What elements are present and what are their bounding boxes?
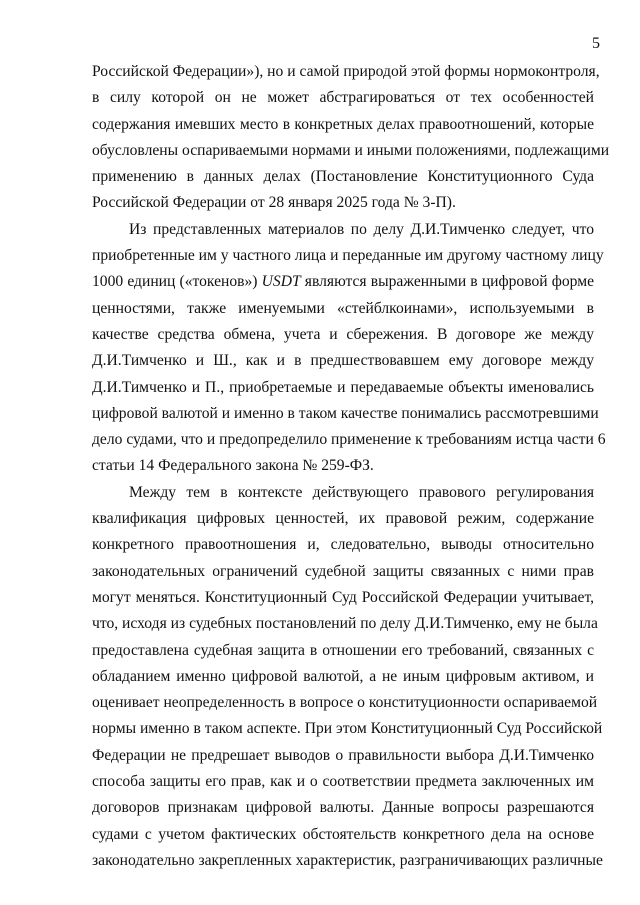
page-number: 5	[592, 35, 600, 52]
paragraph	[92, 480, 603, 874]
paragraph	[92, 217, 606, 480]
text-line: цифровой валютой и именно в таком качестве понимались рассмотревшими	[92, 404, 599, 422]
text-line: дело судами, что и предопределило применение к требованиям истца части 6	[92, 431, 606, 449]
text-line: предоставлена судебная защита в отношении его требований, связанных с	[92, 641, 594, 659]
text-line: могут меняться. Конституционный Суд Российской Федерации учитывает,	[92, 588, 594, 606]
text-line: ценностями, также именуемыми «стейблкоинами», используемыми в	[92, 299, 594, 317]
text-line: нормы именно в таком аспекте. При этом Конституционный Суд Российской	[92, 720, 603, 738]
text-line: статьи 14 Федерального закона № 259-ФЗ.	[92, 457, 374, 475]
text-line: приобретенные им у частного лица и переданные им другому частному лицу	[92, 247, 604, 265]
text-line: квалификация цифровых ценностей, их правовой режим, содержание	[92, 510, 594, 528]
text-line: законодательных ограничений судебной защиты связанных с ними прав	[92, 562, 594, 580]
paragraph	[92, 59, 610, 217]
text-segment: 1000 единиц («токенов»)	[92, 273, 262, 291]
text-line: применению в данных делах (Постановление Конституционного Суда	[92, 168, 594, 186]
text-line: Из представленных материалов по делу Д.И.Тимченко следует, что	[129, 220, 594, 238]
text-line: содержания имевших место в конкретных делах правоотношений, которые	[92, 115, 594, 133]
document-body	[92, 59, 610, 874]
text-line: Между тем в контексте действующего правового регулирования	[129, 483, 594, 501]
text-line	[92, 269, 594, 295]
text-line: Федерации не предрешает выводов о правильности выбора Д.И.Тимченко	[92, 746, 594, 764]
text-line: в силу которой он не может абстрагироваться от тех особенностей	[92, 89, 594, 107]
text-line: Д.И.Тимченко и Ш., как и в предшествовавшем ему договоре между	[92, 352, 594, 370]
text-line: оценивает неопределенность в вопросе о конституционности оспариваемой	[92, 694, 598, 712]
text-line: конкретного правоотношения и, следовательно, выводы относительно	[92, 536, 594, 554]
text-line: законодательно закрепленных характеристик, разграничивающих различные	[92, 851, 603, 869]
text-line: судами с учетом фактических обстоятельств конкретного дела на основе	[92, 825, 594, 843]
italic-term: USDT	[261, 273, 301, 291]
text-line: способа защиты его прав, как и о соответствии предмета заключенных им	[92, 773, 594, 791]
text-line: качестве средства обмена, учета и сбережения. В договоре же между	[92, 325, 594, 343]
text-line: обладанием именно цифровой валютой, а не иным цифровым активом, и	[92, 667, 594, 685]
text-line: Российской Федерации»), но и самой природой этой формы нормоконтроля,	[92, 63, 600, 80]
text-line: что, исходя из судебных постановлений по делу Д.И.Тимченко, ему не была	[92, 615, 598, 633]
text-line: договоров признакам цифровой валюты. Данные вопросы разрешаются	[92, 799, 594, 817]
text-line: Д.И.Тимченко и П., приобретаемые и передаваемые объекты именовались	[92, 378, 594, 396]
text-line: обусловлены оспариваемыми нормами и иными положениями, подлежащими	[92, 141, 610, 159]
text-line: Российской Федерации от 28 января 2025 года № 3-П).	[92, 194, 456, 212]
text-segment: являются выраженными в цифровой форме	[300, 273, 594, 291]
